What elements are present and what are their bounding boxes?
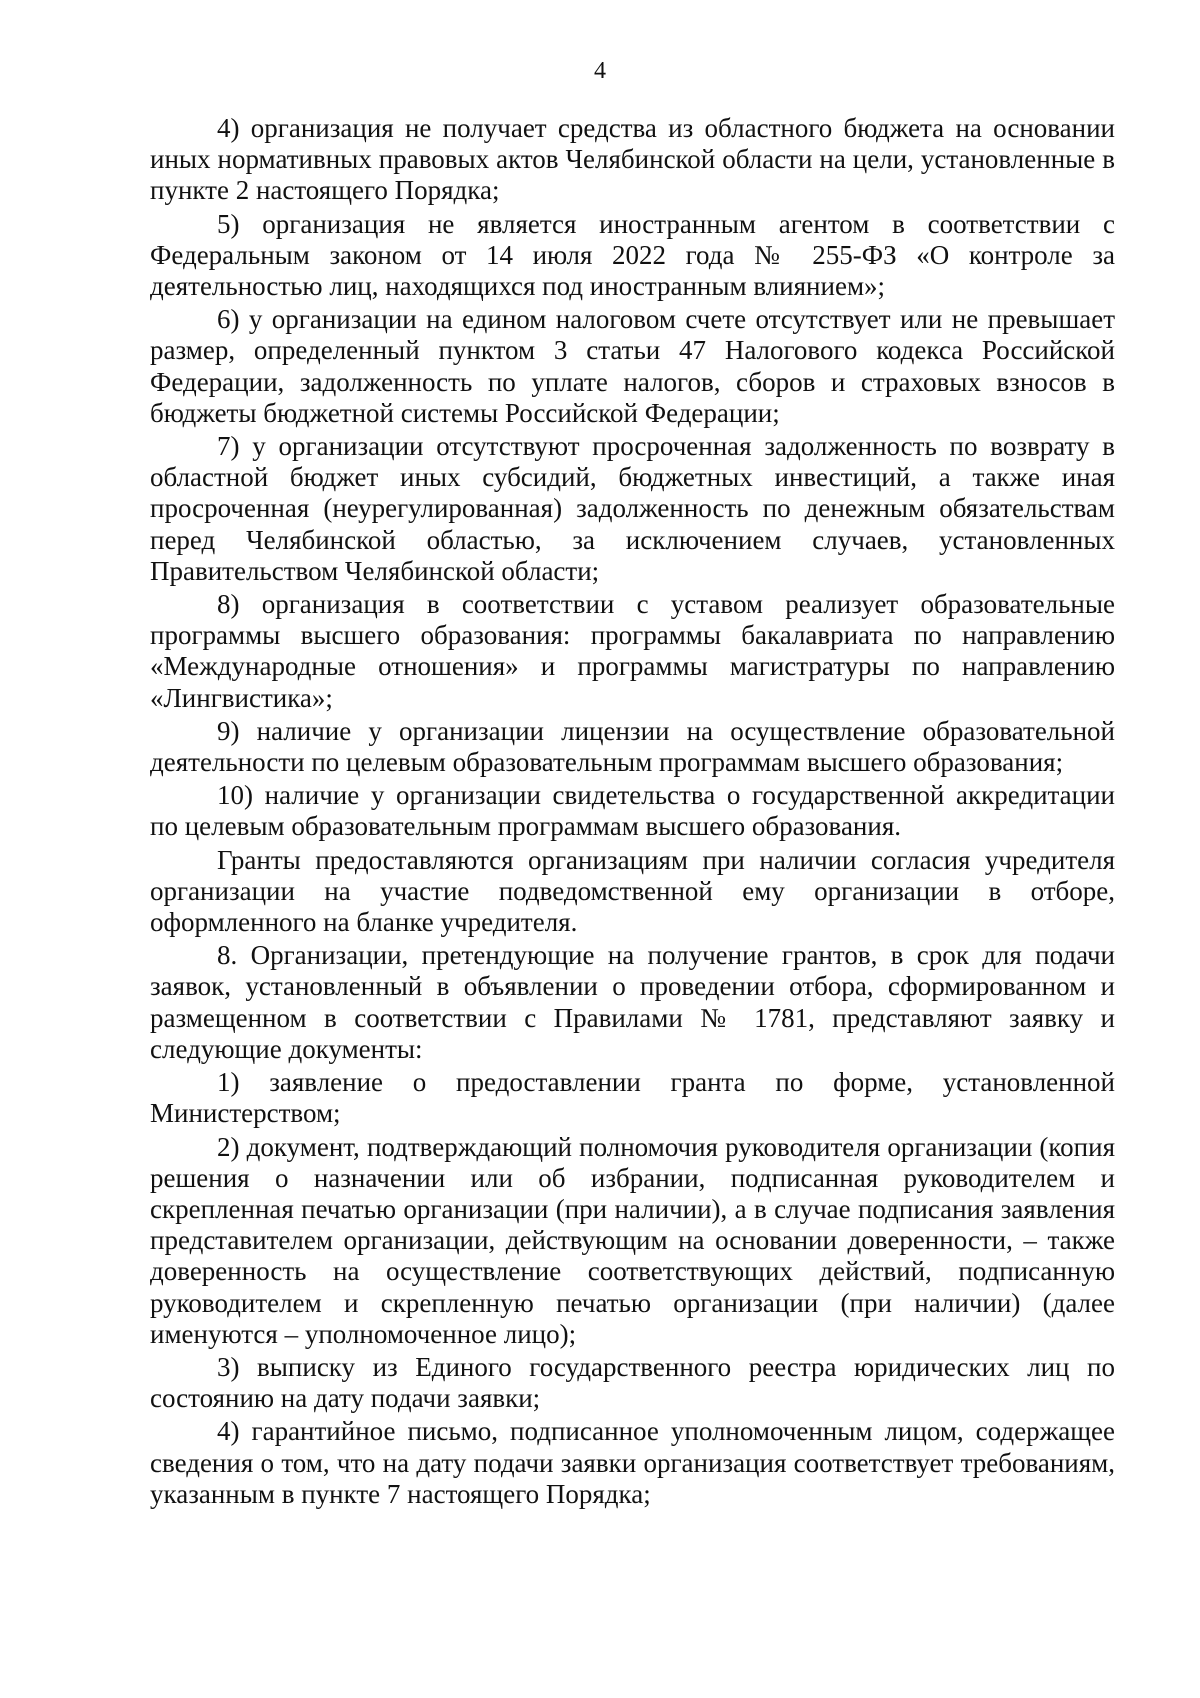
paragraph-doc-2: 2) документ, подтверждающий полномочия руководителя организации (копия решения о назначении или об избрании, подписанная руководителем и скрепленная печатью организации (при наличии), а в случае подписания заявления представителем организации, действующим на основании доверенности, – также доверенность на осуществление соответствующих действий, подписанную руководителем и скрепленную печатью организации (при наличии) (далее именуются – уполномоченное лицо); — [150, 1131, 1115, 1349]
paragraph-item-5: 5) организация не является иностранным агентом в соответствии с Федеральным законом от 14 июля 2022 года № 255-ФЗ «О контроле за деятельностью лиц, находящихся под иностранным влиянием»; — [150, 208, 1115, 302]
paragraph-clause-8: 8. Организации, претендующие на получение грантов, в срок для подачи заявок, установленный в объявлении о проведении отбора, сформированном и размещенном в соответствии с Правилами № 1781, представляют заявку и следующие документы: — [150, 940, 1115, 1064]
document-body — [150, 113, 1115, 1512]
paragraph-item-6: 6) у организации на едином налоговом счете отсутствует или не превышает размер, определенный пунктом 3 статьи 47 Налогового кодекса Российской Федерации, задолженность по уплате налогов, сборов и страховых взносов в бюджеты бюджетной системы Российской Федерации; — [150, 304, 1115, 428]
paragraph-item-10: 10) наличие у организации свидетельства о государственной аккредитации по целевым образовательным программам высшего образования. — [150, 780, 1115, 842]
paragraph-doc-4: 4) гарантийное письмо, подписанное уполномоченным лицом, содержащее сведения о том, что на дату подачи заявки организация соответствует требованиям, указанным в пункте 7 настоящего Порядка; — [150, 1416, 1115, 1509]
paragraph-item-8: 8) организация в соответствии с уставом реализует образовательные программы высшего образования: программы бакалавриата по направлению «Международные отношения» и программы магистратуры по направлению «Лингвистика»; — [150, 589, 1115, 713]
paragraph-doc-3: 3) выписку из Единого государственного реестра юридических лиц по состоянию на дату подачи заявки; — [150, 1351, 1115, 1414]
paragraph-item-4: 4) организация не получает средства из областного бюджета на основании иных нормативных правовых актов Челябинской области на цели, установленные в пункте 2 настоящего Порядка; — [150, 113, 1115, 206]
paragraph-item-7: 7) у организации отсутствуют просроченная задолженность по возврату в областной бюджет иных субсидий, бюджетных инвестиций, а также иная просроченная (неурегулированная) задолженность по денежным обязательствам перед Челябинской областью, за исключением случаев, установленных Правительством Челябинской области; — [150, 431, 1115, 586]
paragraph-doc-1: 1) заявление о предоставлении гранта по форме, установленной Министерством; — [150, 1067, 1115, 1129]
paragraph-item-9: 9) наличие у организации лицензии на осуществление образовательной деятельности по целевым образовательным программам высшего образования; — [150, 715, 1115, 778]
paragraph-grants-consent: Гранты предоставляются организациям при наличии согласия учредителя организации на участие подведомственной ему организации в отборе, оформленного на бланке учредителя. — [150, 844, 1115, 938]
page-number: 4 — [594, 58, 606, 84]
